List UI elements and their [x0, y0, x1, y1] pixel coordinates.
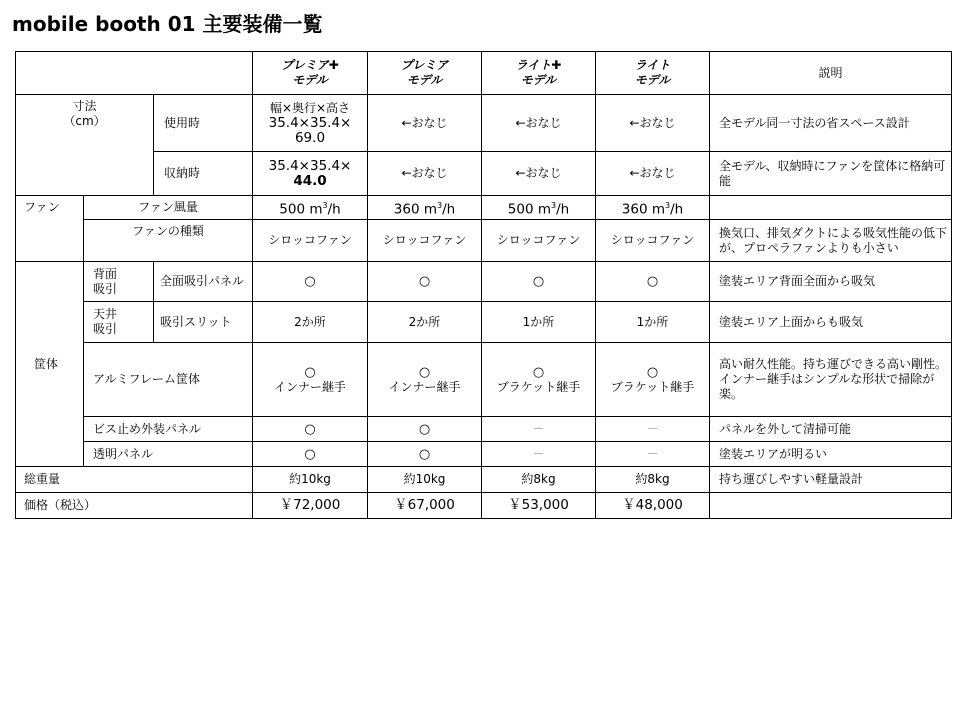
table-row-body-frame [16, 343, 952, 417]
body-clear-label: 透明パネル [84, 442, 253, 467]
body-screw-label: ビス止め外装パネル [84, 417, 253, 442]
fan-label: ファン [16, 196, 84, 262]
body-frame-description: 高い耐久性能。持ち運びできる高い剛性。インナー継手はシンプルな形状で掃除が楽。 [710, 343, 952, 417]
price-label: 価格（税込） [16, 493, 253, 519]
table-row-body-top [16, 302, 952, 343]
price-light: ￥48,000 [596, 493, 710, 519]
body-clear-light: － [596, 442, 710, 467]
body-back-light-plus: ○ [482, 262, 596, 302]
fan-flow-light-plus: 500 $m^3/h$ [482, 196, 596, 220]
body-back-premier-plus: ○ [253, 262, 368, 302]
header-light-plus: ライト✚ モデル [482, 52, 596, 95]
body-clear-premier: ○ [368, 442, 482, 467]
size-label: 寸法 （cm） [16, 95, 154, 196]
price-premier: ￥67,000 [368, 493, 482, 519]
table-row-fan-flow [16, 196, 952, 220]
table-row-fan-type [16, 220, 952, 262]
fan-flow-premier: 360 $m^3/h$ [368, 196, 482, 220]
body-back-description: 塗装エリア背面全面から吸気 [710, 262, 952, 302]
weight-premier-plus: 約10kg [253, 467, 368, 493]
body-screw-premier-plus: ○ [253, 417, 368, 442]
table-row-body-clear [16, 442, 952, 467]
fan-flow-light: 360 $m^3/h$ [596, 196, 710, 220]
body-back-group: 背面 吸引 [84, 262, 154, 302]
fan-flow-label: ファン風量 [84, 196, 253, 220]
weight-description: 持ち運びしやすい軽量設計 [710, 467, 952, 493]
table-row-size-use [16, 95, 952, 152]
body-top-label: 吸引スリット [154, 302, 253, 343]
fan-flow-description [710, 196, 952, 220]
fan-type-premier: シロッコファン [368, 220, 482, 262]
weight-light: 約8kg [596, 467, 710, 493]
size-use-light: ←おなじ [596, 95, 710, 152]
size-use-description: 全モデル同一寸法の省スペース設計 [710, 95, 952, 152]
fan-type-light: シロッコファン [596, 220, 710, 262]
fan-type-premier-plus: シロッコファン [253, 220, 368, 262]
fan-type-label: ファンの種類 [84, 220, 253, 262]
body-top-light-plus: 1か所 [482, 302, 596, 343]
body-top-premier-plus: 2か所 [253, 302, 368, 343]
body-clear-light-plus: － [482, 442, 596, 467]
header-premier: プレミア モデル [368, 52, 482, 95]
size-stored-label: 収納時 [154, 152, 253, 196]
size-stored-premier-plus: 35.4×35.4× 44.0 [253, 152, 368, 196]
weight-light-plus: 約8kg [482, 467, 596, 493]
weight-label: 総重量 [16, 467, 253, 493]
header-description: 説明 [710, 52, 952, 95]
body-clear-premier-plus: ○ [253, 442, 368, 467]
price-description [710, 493, 952, 519]
body-back-label: 全面吸引パネル [154, 262, 253, 302]
table-row-body-screw [16, 417, 952, 442]
fan-type-description: 換気口、排気ダクトによる吸気性能の低下が、プロペラファンよりも小さい [710, 220, 952, 262]
price-light-plus: ￥53,000 [482, 493, 596, 519]
header-empty-cell [16, 52, 253, 95]
equipment-table [15, 51, 952, 519]
size-use-premier-plus: 幅×奥行×高さ 35.4×35.4× 69.0 [253, 95, 368, 152]
body-frame-premier: ○ インナー継手 [368, 343, 482, 417]
table-row-price [16, 493, 952, 519]
body-screw-description: パネルを外して清掃可能 [710, 417, 952, 442]
table-row-size-stored [16, 152, 952, 196]
size-stored-premier: ←おなじ [368, 152, 482, 196]
table-row-body-back [16, 262, 952, 302]
page-title: mobile booth 01 主要装備一覧 [12, 12, 323, 36]
body-top-light: 1か所 [596, 302, 710, 343]
fan-type-light-plus: シロッコファン [482, 220, 596, 262]
header-light: ライト モデル [596, 52, 710, 95]
body-back-premier: ○ [368, 262, 482, 302]
body-clear-description: 塗装エリアが明るい [710, 442, 952, 467]
size-use-premier: ←おなじ [368, 95, 482, 152]
size-stored-description: 全モデル、収納時にファンを筐体に格納可能 [710, 152, 952, 196]
body-frame-premier-plus: ○ インナー継手 [253, 343, 368, 417]
header-row [16, 52, 952, 95]
body-label: 筐体 [16, 262, 84, 467]
table-row-weight [16, 467, 952, 493]
body-top-premier: 2か所 [368, 302, 482, 343]
body-frame-light: ○ ブラケット継手 [596, 343, 710, 417]
body-back-light: ○ [596, 262, 710, 302]
body-frame-light-plus: ○ ブラケット継手 [482, 343, 596, 417]
body-top-description: 塗装エリア上面からも吸気 [710, 302, 952, 343]
body-screw-light-plus: － [482, 417, 596, 442]
size-stored-light: ←おなじ [596, 152, 710, 196]
size-use-light-plus: ←おなじ [482, 95, 596, 152]
size-stored-light-plus: ←おなじ [482, 152, 596, 196]
price-premier-plus: ￥72,000 [253, 493, 368, 519]
body-screw-premier: ○ [368, 417, 482, 442]
weight-premier: 約10kg [368, 467, 482, 493]
body-screw-light: － [596, 417, 710, 442]
body-top-group: 天井 吸引 [84, 302, 154, 343]
header-premier-plus: プレミア✚ モデル [253, 52, 368, 95]
size-use-label: 使用時 [154, 95, 253, 152]
fan-flow-premier-plus: 500 $m^3/h$ [253, 196, 368, 220]
body-frame-label: アルミフレーム筐体 [84, 343, 253, 417]
